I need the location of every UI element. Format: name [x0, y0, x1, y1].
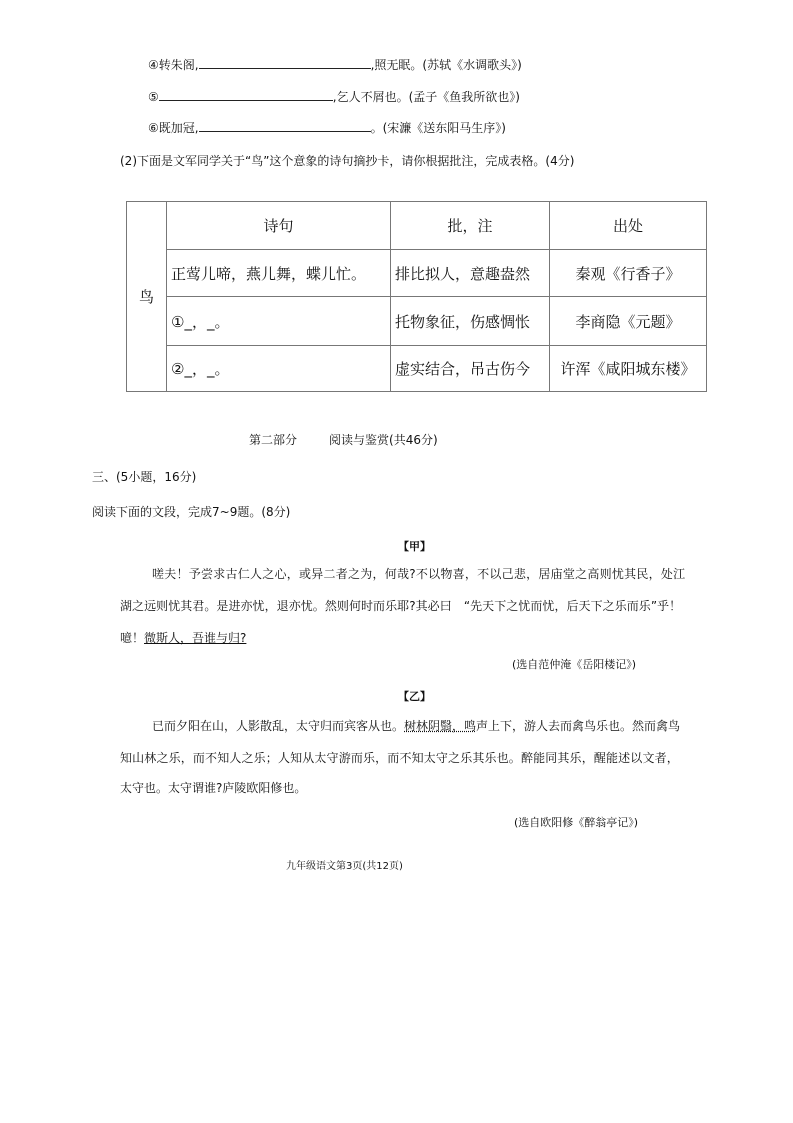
passage-jia-line-1: 嗟夫！予尝求古仁人之心，或异二者之为，何哉?不以物喜，不以己悲，居庙堂之高则忧其民，处江 [152, 567, 686, 581]
answer-blank[interactable] [159, 88, 333, 101]
poem-table [126, 201, 707, 392]
passage-jia-line-3-plain: 噫！ [120, 631, 145, 645]
passage-yi-line-1 [152, 718, 680, 734]
category-cell: 鸟 [127, 202, 167, 392]
passage-yi-source: (选自欧阳修《醉翁亭记》) [514, 816, 639, 829]
table-row [127, 346, 707, 392]
underlined-sentence: 微斯人，吾谁与归? [144, 631, 247, 645]
fill-line-prefix: ④转朱阁, [148, 58, 199, 72]
source-cell: 秦观《行香子》 [550, 250, 707, 297]
fill-line-suffix: ,乞人不屑也。(孟子《鱼我所欲也》) [332, 90, 520, 104]
passage-yi-line-2: 知山林之乐，而不知人之乐；人知从太守游而乐，而不知太守之乐其乐也。醉能同其乐，醒能述以文者， [120, 751, 679, 765]
passage-yi-line-1a: 已而夕阳在山，人影散乱，太守归而宾客从也。 [152, 719, 405, 733]
question-2: (2)下面是文军同学关于“鸟”这个意象的诗句摘抄卡，请你根据批注，完成表格。(4分) [120, 154, 575, 168]
fill-line-6 [148, 119, 506, 136]
fill-line-4 [148, 56, 522, 73]
verse-cell[interactable]: ②_，_。 [167, 346, 391, 392]
passage-jia-source: (选自范仲淹《岳阳楼记》) [512, 658, 637, 671]
header-note: 批，注 [391, 202, 550, 250]
note-cell: 排比拟人，意趣盎然 [391, 250, 550, 297]
fill-line-prefix: ⑥既加冠, [148, 121, 199, 135]
passage-yi-line-1b: 声上下，游人去而禽鸟乐也。然而禽鸟 [476, 719, 681, 733]
fill-line-suffix: ,照无眠。(苏轼《水调歌头》) [370, 58, 522, 72]
source-cell: 李商隐《元题》 [550, 297, 707, 346]
answer-blank[interactable] [199, 56, 371, 69]
fill-line-prefix: ⑤ [148, 90, 159, 104]
part-title [249, 431, 438, 448]
header-source: 出处 [550, 202, 707, 250]
part-title-left: 第二部分 [249, 433, 298, 447]
fill-line-5 [148, 88, 520, 105]
table-row [127, 297, 707, 346]
fill-line-suffix: 。(宋濂《送东阳马生序》) [370, 121, 506, 135]
passage-yi-label: 【乙】 [398, 690, 431, 703]
page-footer: 九年级语文第3页(共12页) [286, 861, 403, 872]
section-3-heading: 三、(5小题，16分) [92, 470, 197, 484]
passage-jia-label: 【甲】 [398, 540, 431, 553]
passage-jia-line-2: 湖之远则忧其君。是进亦忧，退亦忧。然则何时而乐耶?其必曰 “先天下之忧而忧，后天下之乐而乐”乎！ [120, 599, 682, 613]
verse-cell[interactable]: ①_，_。 [167, 297, 391, 346]
passage-jia-line-3 [120, 630, 246, 646]
passage-yi-line-3: 太守也。太守谓谁?庐陵欧阳修也。 [120, 781, 307, 795]
note-cell: 托物象征，伤感惆怅 [391, 297, 550, 346]
source-cell: 许浑《咸阳城东楼》 [550, 346, 707, 392]
dotted-phrase: 树林阴翳，鸣 [404, 719, 477, 733]
answer-blank[interactable] [199, 119, 371, 132]
note-cell: 虚实结合，吊古伤今 [391, 346, 550, 392]
verse-cell: 正莺儿啼，燕儿舞，蝶儿忙。 [167, 250, 391, 297]
part-title-right: 阅读与鉴赏(共46分) [329, 433, 438, 447]
reading-instruction: 阅读下面的文段，完成7~9题。(8分) [92, 505, 291, 519]
header-verse: 诗句 [167, 202, 391, 250]
table-row [127, 250, 707, 297]
